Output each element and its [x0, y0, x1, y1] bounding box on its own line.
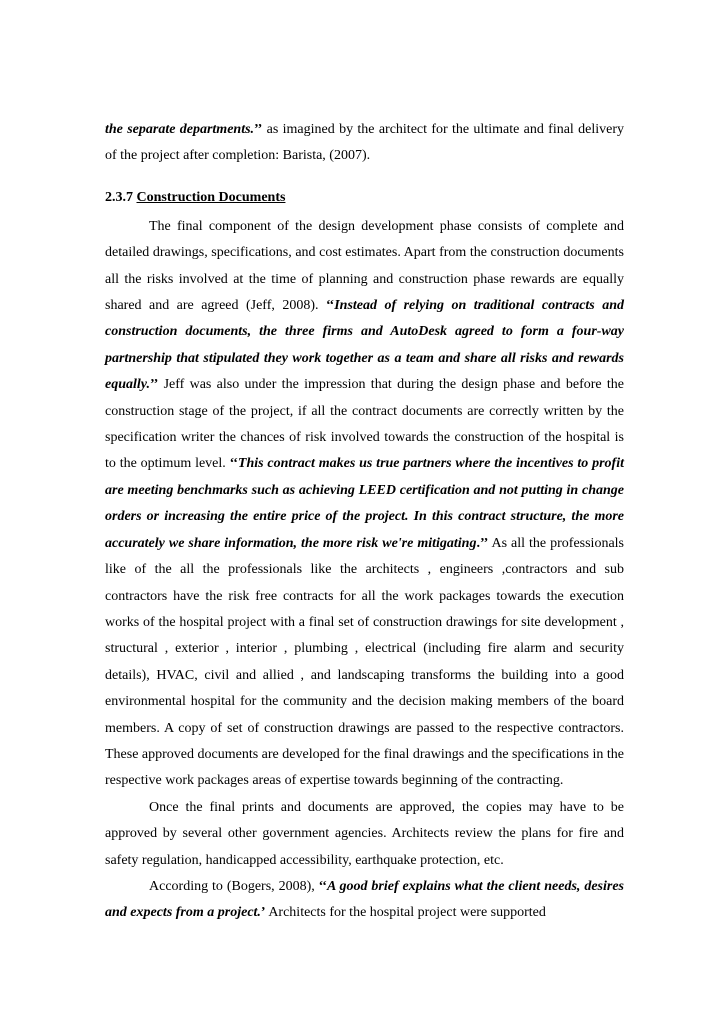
- closing-quote-marks: ’’: [254, 122, 263, 137]
- closing-quote-marks: .’’: [476, 535, 489, 551]
- opening-quote-marks: ‘‘: [318, 878, 327, 894]
- paragraph-text: as imagined by the architect for the ultimate and final delivery of the project after completion: Barista, (2007).: [105, 122, 625, 164]
- page-body: [105, 117, 624, 927]
- paragraph-text: Jeff was also under the impression that during the design phase and before the construction stage of the project, if all the contract documents are correctly written by the specification writer the chances of risk involved towards the construction of the hospital is to the optimum level.: [105, 377, 624, 472]
- paragraph-text: Once the final prints and documents are approved, the copies may have to be approved by several other government agencies. Architects review the plans for fire and safety regulation, handicapped accessibility, earthquake protection, etc.: [105, 799, 624, 868]
- opening-quote-marks: ‘‘: [325, 298, 335, 314]
- closing-quote-marks: ’’: [149, 377, 159, 393]
- opening-quote-marks: ‘‘: [229, 456, 238, 472]
- paragraph-continuation: [105, 117, 624, 170]
- section-number: 2.3.7: [105, 189, 133, 205]
- section-title: Construction Documents: [136, 189, 286, 205]
- italic-quote-end: the separate departments.: [105, 122, 255, 137]
- paragraph-text: Architects for the hospital project were supported: [265, 905, 546, 921]
- closing-quote-marks: ’: [260, 905, 266, 921]
- paragraph-text: According to (Bogers, 2008),: [149, 878, 319, 894]
- italic-quote: This contract makes us true partners where the incentives to profit are meeting benchmarks such as achieving LEED certification and not putting in change orders or increasing the entire price of the project. In this contract structure, the more accurately we share information, the more risk we're mitigating: [105, 456, 624, 551]
- paragraph-construction-documents: [105, 214, 624, 795]
- paragraph-brief: [105, 874, 624, 927]
- paragraph-approvals: [105, 795, 624, 874]
- italic-quote: A good brief explains what the client needs, desires and expects from a project.: [105, 878, 624, 921]
- section-heading: [105, 188, 624, 208]
- paragraph-text: As all the professionals like of the all the professionals like the architects , engineers ,contractors and sub contractors have the risk free contracts for all the work packages towards the execution works of the hospital project with a final set of construction drawings for site development , structural , exterior , interior , plumbing , electrical (including fire alarm and security details), HVAC, civil and allied , and landscaping transforms the building into a good environmental hospital for the community and the decision making members of the board members. A copy of set of construction drawings are passed to the respective contractors. These approved documents are developed for the final drawings and the specifications in the respective work packages areas of expertise towards beginning of the contracting.: [105, 535, 624, 789]
- paragraph-text: The final component of the design development phase consists of complete and detailed drawings, specifications, and cost estimates. Apart from the construction documents all the risks involved at the time of planning and construction phase rewards are equally shared and are agreed (Jeff, 2008).: [105, 218, 624, 314]
- italic-quote: Instead of relying on traditional contracts and construction documents, the three firms and AutoDesk agreed to form a four-way partnership that stipulated they work together as a team and share all risks and rewards equally.: [105, 298, 624, 393]
